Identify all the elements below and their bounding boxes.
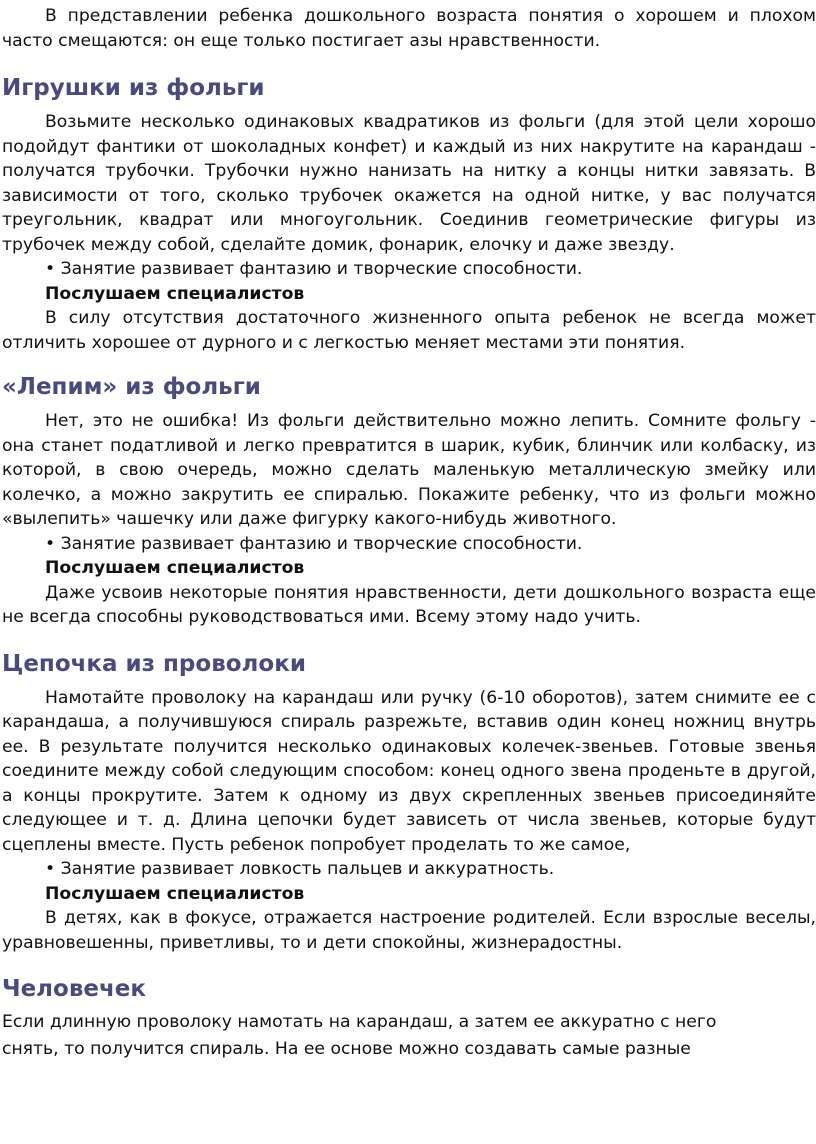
bullet-point: • Занятие развивает ловкость пальцев и аккуратность.: [45, 859, 555, 879]
section-heading-wire-chain: Цепочка из проволоки: [2, 650, 306, 677]
section-body-little-man: [2, 1009, 816, 1063]
section-body-foil-toys: Возьмите несколько одинаковых квадратиков из фольги (для этой цели хорошо подойдут фантики от шоколадных конфет) и каждый из них накрутите на карандаш - получатся трубочки. Трубочки нужно нанизать на нитку а концы нитки завязать. В зависимости от того, сколько трубочек окажется на одной нитке, у вас получатся треугольник, квадрат или многоугольник. Соединив геометрические фигуры из трубочек между собой, сделайте домик, фонарик, елочку и даже звезду.: [2, 112, 816, 255]
section-heading-foil-toys: Игрушки из фольги: [2, 75, 265, 101]
expert-label: Послушаем специалистов: [45, 558, 305, 578]
section-body-wire-chain: Намотайте проволоку на карандаш или ручку (6-10 оборотов), затем снимите ее с карандаша, а получившуюся спираль разрежьте, вставив один конец ножниц внутрь ее. В результате получится несколько одинаковых колечек-звеньев. Готовые звенья соедините между собой следующим способом: конец одного звена проденьте в другой, а концы прокрутите. Затем к одному из двух скрепленных звеньев присоединяйте следующее и т. д. Длина цепочки будет зависеть от числа звеньев, которые будут сцеплены вместе. Пусть ребенок попробует проделать то же самое,: [2, 687, 816, 855]
expert-label: Послушаем специалистов: [45, 883, 305, 904]
section-heading-little-man: Человечек: [2, 976, 146, 1002]
section-heading-foil-molding: «Лепим» из фольги: [2, 374, 261, 400]
expert-text: В детях, как в фокусе, отражается настроение родителей. Если взрослые веселы, уравновешенны, приветливы, то и дети спокойны, жизнерадостны.: [2, 908, 816, 953]
bullet-point: • Занятие развивает фантазию и творческие способности.: [45, 259, 583, 279]
bullet-point: • Занятие развивает фантазию и творческие способности.: [45, 533, 583, 554]
expert-text: В силу отсутствия достаточного жизненного опыта ребенок не всегда может отличить хорошее от дурного и с легкостью меняет местами эти понятия.: [2, 308, 816, 353]
intro-paragraph: В представлении ребенка дошкольного возраста понятия о хорошем и плохом часто смещаются: он еще только постигает азы нравственности.: [2, 6, 816, 51]
body-line: Если длинную проволоку намотать на карандаш, а затем ее аккуратно с него: [2, 1012, 717, 1032]
section-body-foil-molding: Нет, это не ошибка! Из фольги действительно можно лепить. Сомните фольгу - она станет податливой и легко превратится в шарик, кубик, блинчик или колбаску, из которой, в свою очередь, можно сделать маленькую металлическую змейку или колечко, а можно закрутить ее спиралью. Покажите ребенку, что из фольги можно «вылепить» чашечку или даже фигурку какого-нибудь животного.: [2, 411, 816, 529]
body-line: снять, то получится спираль. На ее основе можно создавать самые разные: [2, 1039, 691, 1059]
expert-label: Послушаем специалистов: [45, 283, 305, 304]
expert-text: Даже усвоив некоторые понятия нравственности, дети дошкольного возраста еще не всегда способны руководствоваться ими. Всему этому надо учить.: [2, 582, 816, 627]
